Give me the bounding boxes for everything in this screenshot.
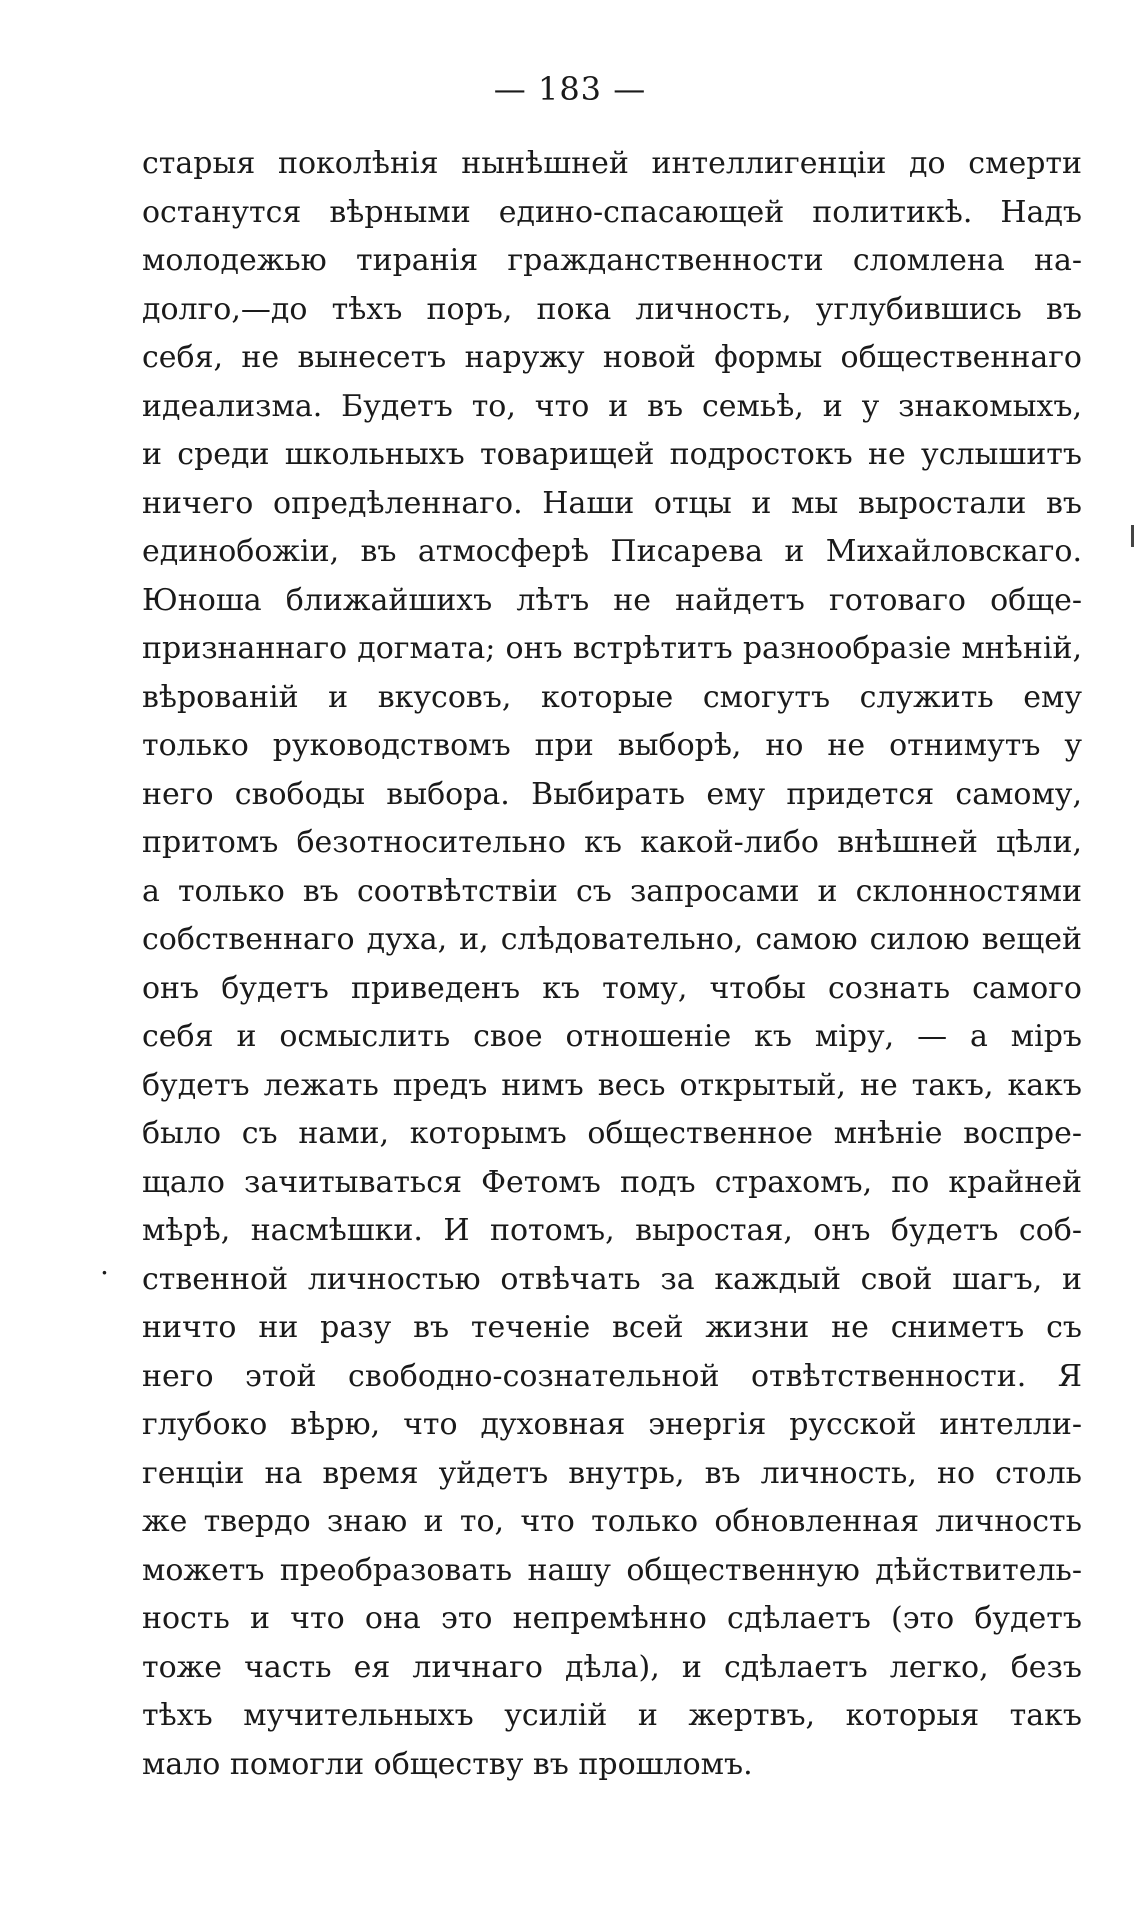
text-line: ничего опредѣленнаго. Наши отцы и мы выростали въ [142,485,1082,521]
text-line: было съ нами, которымъ общественное мнѣніе воспре- [142,1116,1082,1151]
text-line: ничто ни разу въ теченіе всей жизни не сниметъ съ [142,1310,1082,1345]
text-line: него свободы выбора. Выбирать ему придется самому, [142,776,1082,812]
text-line-last: мало помогли обществу въ прошломъ. [142,1746,753,1782]
text-line: долго,—до тѣхъ поръ, пока личность, углубившись въ [142,291,1082,327]
text-line: вѣрованій и вкусовъ, которые смогутъ служить ему [142,679,1082,715]
text-line: признаннаго догмата; онъ встрѣтитъ разнообразіе мнѣній, [142,631,1082,666]
text-line: молодежью тиранія гражданственности сломлена на- [142,243,1082,278]
text-line: себя и осмыслить свое отношеніе къ міру, — а міръ [142,1019,1082,1054]
text-line: и среди школьныхъ товарищей подростокъ не услышитъ [142,437,1082,472]
text-line: себя, не вынесетъ наружу новой формы общественнаго [142,340,1082,375]
text-line: ность и что она это непремѣнно сдѣлаетъ (это будетъ [142,1601,1082,1636]
text-line: него этой свободно-сознательной отвѣтственности. Я [142,1358,1082,1394]
text-line: а только въ соотвѣтствіи съ запросами и склонностями [142,873,1082,909]
text-line: онъ будетъ приведенъ къ тому, чтобы сознать самого [142,970,1082,1006]
text-line: можетъ преобразовать нашу общественную дѣйствитель- [142,1552,1082,1588]
text-line: старыя поколѣнія нынѣшней интеллигенціи до смерти [142,146,1082,181]
margin-mark: . [100,1248,109,1281]
text-line: Юноша ближайшихъ лѣтъ не найдетъ готоваго обще- [142,582,1082,618]
text-line: щало зачитываться Фетомъ подъ страхомъ, по крайней [142,1164,1082,1200]
text-line: тѣхъ мучительныхъ усилій и жертвъ, которыя такъ [142,1698,1082,1733]
text-line: останутся вѣрными едино-спасающей политикѣ. Надъ [142,194,1082,230]
text-line: будетъ лежать предъ нимъ весь открытый, не такъ, какъ [142,1067,1082,1103]
text-line: собственнаго духа, и, слѣдовательно, самою силою вещей [142,922,1082,957]
text-line: же твердо знаю и то, что только обновленная личность [142,1504,1082,1539]
text-line: генціи на время уйдетъ внутрь, въ личность, но столь [142,1455,1082,1491]
body-text [142,140,1082,1789]
text-line: только руководствомъ при выборѣ, но не отнимутъ у [142,728,1082,763]
text-line: притомъ безотносительно къ какой-либо внѣшней цѣли, [142,825,1082,860]
text-line: единобожіи, въ атмосферѣ Писарева и Михайловскаго. [142,534,1082,569]
text-line: идеализма. Будетъ то, что и въ семьѣ, и у знакомыхъ, [142,388,1082,424]
scan-edge-mark [1131,525,1134,547]
text-line: мѣрѣ, насмѣшки. И потомъ, выростая, онъ будетъ соб- [142,1213,1082,1248]
text-line: глубоко вѣрю, что духовная энергія русской интелли- [142,1407,1082,1442]
text-line: тоже часть ея личнаго дѣла), и сдѣлаетъ легко, безъ [142,1649,1082,1685]
page-number: — 183 — [493,70,647,108]
text-line: ственной личностью отвѣчать за каждый свой шагъ, и [142,1261,1082,1297]
